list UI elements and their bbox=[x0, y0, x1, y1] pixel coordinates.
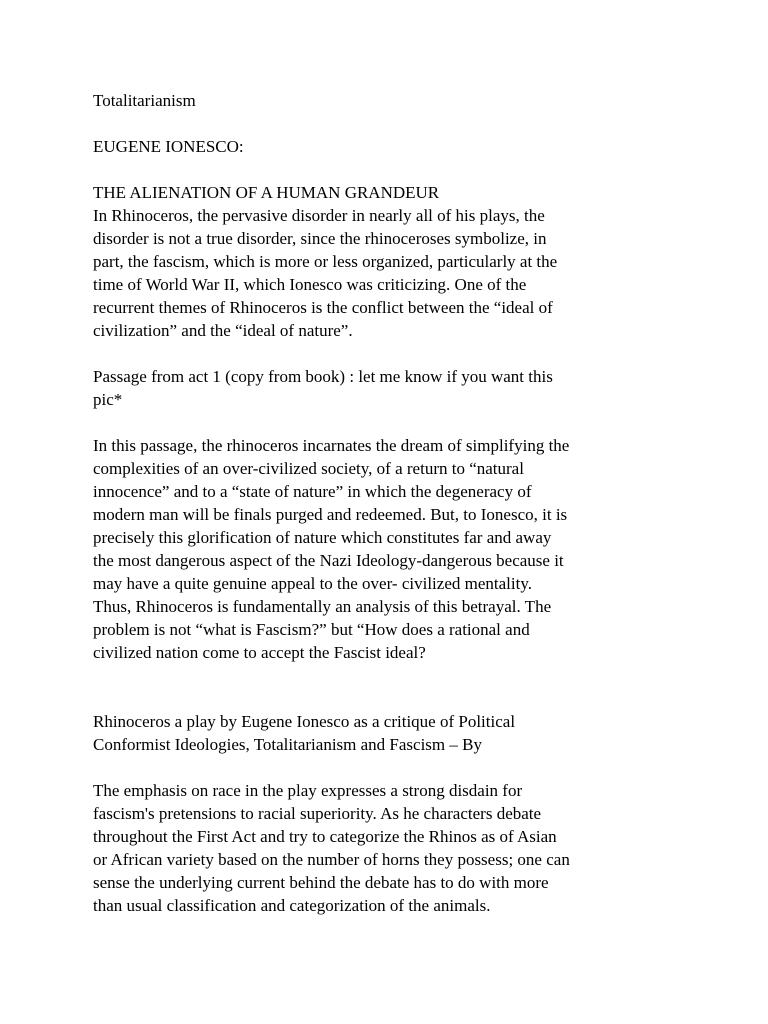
paragraph-line: Thus, Rhinoceros is fundamentally an analysis of this betrayal. The bbox=[93, 597, 552, 616]
paragraph-line: part, the fascism, which is more or less organized, particularly at the bbox=[93, 252, 558, 271]
critique-title-paragraph bbox=[93, 710, 693, 756]
paragraph-line: civilization” and the “ideal of nature”. bbox=[93, 321, 353, 340]
spacer bbox=[93, 411, 693, 434]
spacer bbox=[93, 112, 693, 135]
analysis-paragraph bbox=[93, 434, 693, 664]
paragraph-line: precisely this glorification of nature which constitutes far and away bbox=[93, 528, 552, 547]
paragraph-line: innocence” and to a “state of nature” in which the degeneracy of bbox=[93, 482, 532, 501]
document-body bbox=[93, 89, 693, 917]
section-heading-text: THE ALIENATION OF A HUMAN GRANDEUR bbox=[93, 183, 440, 202]
section-heading bbox=[93, 181, 693, 204]
spacer bbox=[93, 158, 693, 181]
paragraph-line: In Rhinoceros, the pervasive disorder in nearly all of his plays, the bbox=[93, 206, 545, 225]
paragraph-line: Passage from act 1 (copy from book) : let me know if you want this bbox=[93, 367, 553, 386]
paragraph-line: throughout the First Act and try to categorize the Rhinos as of Asian bbox=[93, 827, 557, 846]
paragraph-line: Conformist Ideologies, Totalitarianism and Fascism – By bbox=[93, 735, 482, 754]
paragraph-line: modern man will be finals purged and redeemed. But, to Ionesco, it is bbox=[93, 505, 568, 524]
document-title bbox=[93, 89, 693, 112]
paragraph-line: complexities of an over-civilized society, of a return to “natural bbox=[93, 459, 524, 478]
spacer bbox=[93, 664, 693, 710]
author-heading bbox=[93, 135, 693, 158]
paragraph-line: In this passage, the rhinoceros incarnates the dream of simplifying the bbox=[93, 436, 570, 455]
intro-paragraph bbox=[93, 204, 693, 342]
paragraph-line: may have a quite genuine appeal to the over- civilized mentality. bbox=[93, 574, 532, 593]
paragraph-line: time of World War II, which Ionesco was criticizing. One of the bbox=[93, 275, 527, 294]
paragraph-line: or African variety based on the number of horns they possess; one can bbox=[93, 850, 570, 869]
paragraph-line: recurrent themes of Rhinoceros is the conflict between the “ideal of bbox=[93, 298, 553, 317]
paragraph-line: Rhinoceros a play by Eugene Ionesco as a critique of Political bbox=[93, 712, 516, 731]
paragraph-line: sense the underlying current behind the debate has to do with more bbox=[93, 873, 549, 892]
author-heading-text: EUGENE IONESCO: bbox=[93, 137, 244, 156]
paragraph-line: fascism's pretensions to racial superiority. As he characters debate bbox=[93, 804, 542, 823]
race-paragraph bbox=[93, 779, 693, 917]
paragraph-line: pic* bbox=[93, 390, 123, 409]
spacer bbox=[93, 756, 693, 779]
paragraph-line: civilized nation come to accept the Fascist ideal? bbox=[93, 643, 426, 662]
paragraph-line: the most dangerous aspect of the Nazi Ideology-dangerous because it bbox=[93, 551, 564, 570]
paragraph-line: The emphasis on race in the play expresses a strong disdain for bbox=[93, 781, 523, 800]
paragraph-line: than usual classification and categorization of the animals. bbox=[93, 896, 491, 915]
passage-note-paragraph bbox=[93, 365, 693, 411]
paragraph-line: disorder is not a true disorder, since the rhinoceroses symbolize, in bbox=[93, 229, 547, 248]
paragraph-line: problem is not “what is Fascism?” but “How does a rational and bbox=[93, 620, 530, 639]
spacer bbox=[93, 342, 693, 365]
document-title-text: Totalitarianism bbox=[93, 91, 196, 110]
